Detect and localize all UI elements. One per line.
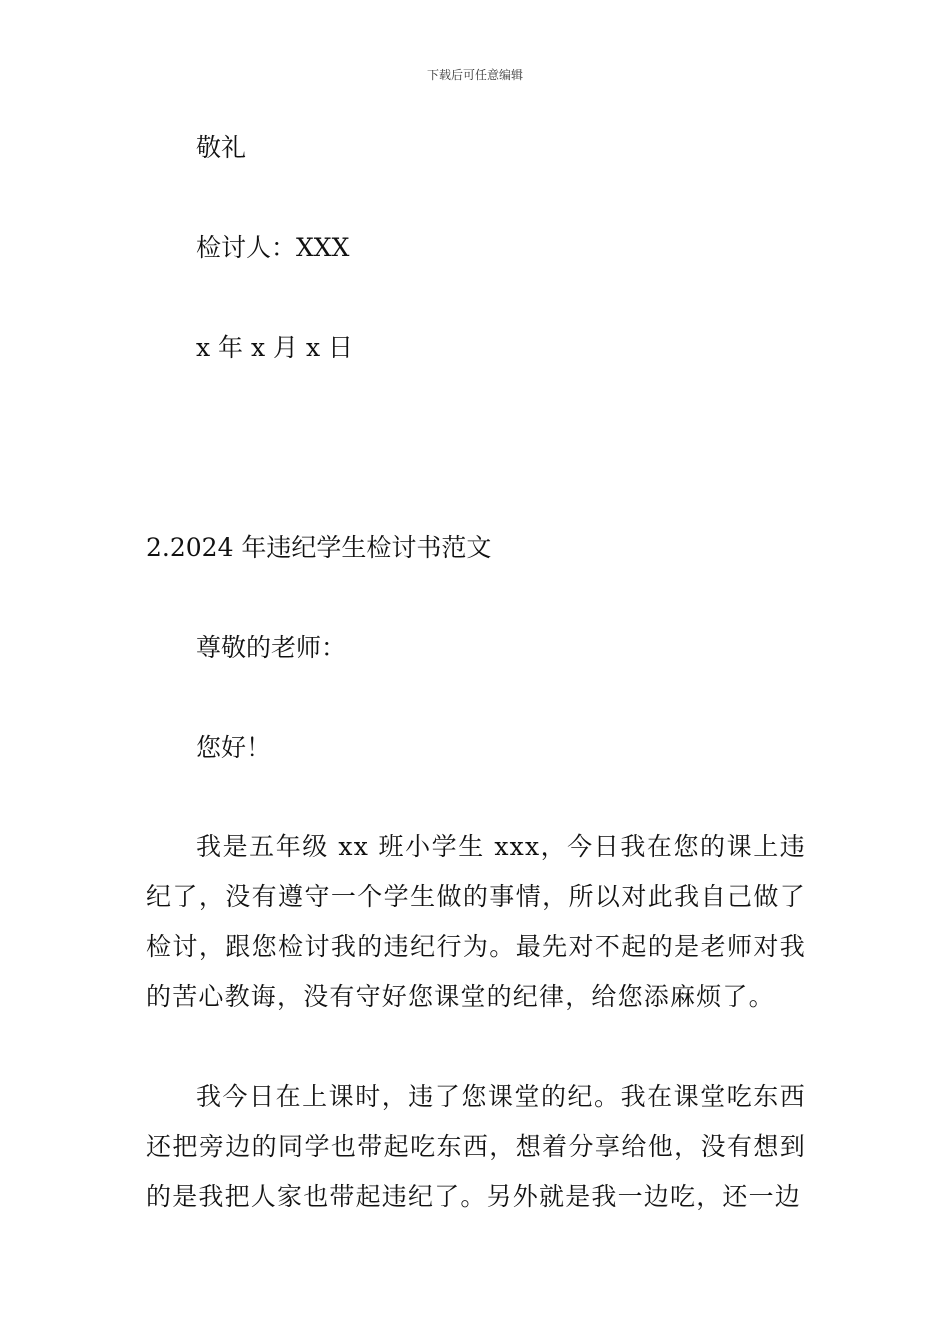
greeting-recipient: 尊敬的老师： xyxy=(196,633,347,662)
page-header-note: 下载后可任意编辑 xyxy=(426,68,523,82)
section-title: 2.2024 年违纪学生检讨书范文 xyxy=(146,533,492,562)
signer-line: 检讨人：XXX xyxy=(196,233,350,262)
closing-salute: 敬礼 xyxy=(196,133,247,162)
body-paragraph-1: 我是五年级 xx 班小学生 xxx，今日我在您的课上违纪了，没有遵守一个学生做的事情，所以对此我自己做了检讨，跟您检讨我的违纪行为。最先对不起的是老师对我的苦心教诲，没有守好您课堂的纪律，给您添麻烦了。 xyxy=(146,832,806,1011)
greeting-hello: 您好！ xyxy=(196,733,272,762)
body-paragraph-2: 我今日在上课时，违了您课堂的纪。我在课堂吃东西还把旁边的同学也带起吃东西，想着分享给他，没有想到的是我把人家也带起违纪了。另外就是我一边吃，还一边 xyxy=(146,1082,806,1211)
date-line: x 年 x 月 x 日 xyxy=(196,333,354,362)
